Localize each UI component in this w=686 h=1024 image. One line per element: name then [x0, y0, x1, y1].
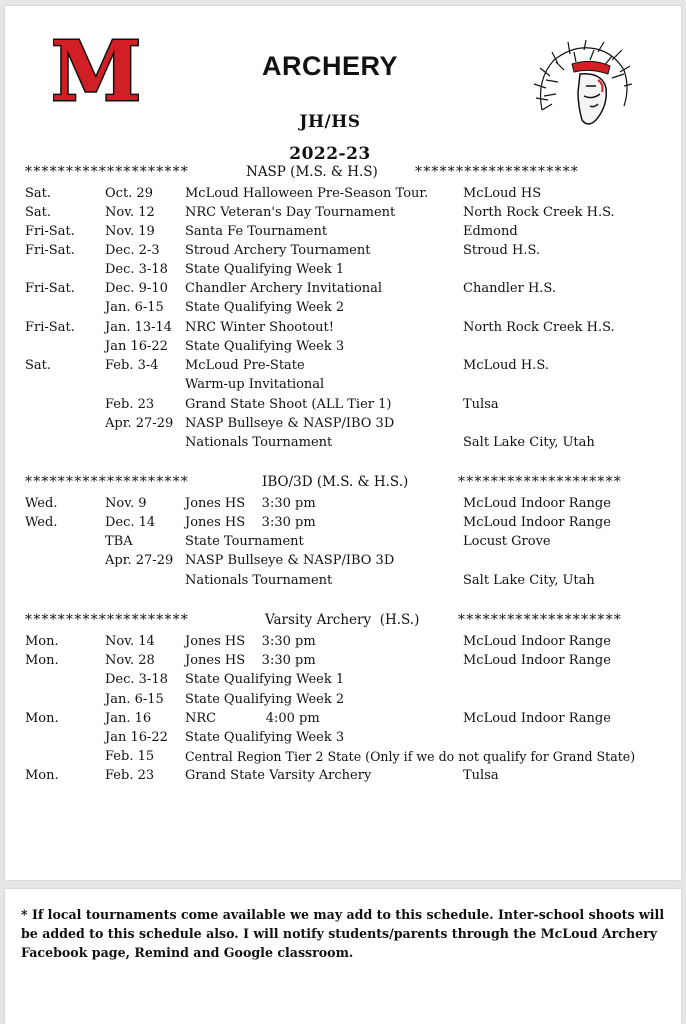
- schedule-row: [25, 186, 665, 205]
- row-date: Nov. 19: [105, 224, 155, 239]
- row-event: Grand State Shoot (ALL Tier 1): [185, 397, 392, 412]
- row-date: Dec. 14: [105, 515, 156, 530]
- row-day: Mon.: [25, 711, 59, 726]
- row-event: State Qualifying Week 1: [185, 672, 345, 687]
- schedule-row: [25, 672, 665, 691]
- row-event: State Qualifying Week 1: [185, 262, 345, 277]
- row-event: NRC Veteran's Day Tournament: [185, 205, 396, 220]
- row-day: Fri-Sat.: [25, 320, 75, 335]
- row-event: NASP Bullseye & NASP/IBO 3D: [185, 553, 395, 568]
- schedule-row: [25, 281, 665, 300]
- row-event: NASP Bullseye & NASP/IBO 3D: [185, 416, 395, 431]
- row-date: Dec. 3-18: [105, 672, 168, 687]
- schedule-row: [25, 768, 665, 787]
- schedule-row: [25, 730, 665, 749]
- schedule-row: [25, 205, 665, 224]
- row-date: Oct. 29: [105, 186, 153, 201]
- stars-left: ********************: [25, 474, 189, 490]
- row-day: Sat.: [25, 186, 52, 201]
- row-event: Nationals Tournament: [185, 573, 333, 588]
- section-header-varsity: [25, 612, 665, 630]
- schedule-row: [25, 653, 665, 672]
- row-date: Apr. 27-29: [105, 416, 174, 431]
- row-event: Warm-up Invitational: [185, 377, 325, 392]
- row-location: McLoud Indoor Range: [463, 653, 611, 668]
- school-level: JH/HS: [299, 112, 361, 132]
- schedule-row: [25, 749, 665, 768]
- row-location: McLoud Indoor Range: [463, 634, 611, 649]
- row-date: Jan 16-22: [105, 339, 168, 354]
- stars-left: ********************: [25, 612, 189, 628]
- schedule-row: [25, 553, 665, 572]
- schedule-row: [25, 339, 665, 358]
- schedule-card: [5, 6, 681, 880]
- row-day: Sat.: [25, 205, 52, 220]
- row-date: Jan 16-22: [105, 730, 168, 745]
- section-title: IBO/3D (M.S. & H.S.): [262, 474, 409, 490]
- row-date: Jan. 13-14: [105, 320, 173, 335]
- row-date: Jan. 16: [105, 711, 152, 726]
- row-day: Fri-Sat.: [25, 243, 75, 258]
- row-event: NRC 4:00 pm: [185, 711, 320, 726]
- row-event: State Qualifying Week 2: [185, 300, 345, 315]
- row-location: Locust Grove: [463, 534, 551, 549]
- schedule-row: [25, 358, 665, 377]
- stars-left: ********************: [25, 164, 189, 180]
- row-event: Santa Fe Tournament: [185, 224, 328, 239]
- row-date: Feb. 23: [105, 768, 155, 783]
- row-location: Tulsa: [463, 397, 499, 412]
- page-title: ARCHERY: [261, 51, 398, 81]
- schedule-row: [25, 377, 665, 396]
- row-event: Jones HS 3:30 pm: [185, 653, 316, 668]
- row-location: Chandler H.S.: [463, 281, 557, 296]
- stars-right: ********************: [458, 474, 622, 490]
- schedule-row: [25, 397, 665, 416]
- row-date: Dec. 9-10: [105, 281, 168, 296]
- row-day: Mon.: [25, 653, 59, 668]
- row-date: Jan. 6-15: [105, 692, 164, 707]
- stars-right: ********************: [415, 164, 579, 180]
- row-date: Feb. 15: [105, 749, 155, 764]
- schedule-row: [25, 224, 665, 243]
- row-day: Mon.: [25, 768, 59, 783]
- row-event: Jones HS 3:30 pm: [185, 496, 316, 511]
- row-day: Wed.: [25, 515, 58, 530]
- row-location: North Rock Creek H.S.: [463, 205, 615, 220]
- row-event: State Qualifying Week 3: [185, 339, 345, 354]
- schedule-row: [25, 320, 665, 339]
- logo-letter: M: [53, 32, 139, 110]
- row-location: McLoud Indoor Range: [463, 496, 611, 511]
- row-location: McLoud Indoor Range: [463, 515, 611, 530]
- row-event: Nationals Tournament: [185, 435, 333, 450]
- row-location: McLoud Indoor Range: [463, 711, 611, 726]
- row-date: Feb. 23: [105, 397, 155, 412]
- row-day: Fri-Sat.: [25, 281, 75, 296]
- row-date: Jan. 6-15: [105, 300, 164, 315]
- row-date: Dec. 2-3: [105, 243, 160, 258]
- row-date: TBA: [105, 534, 133, 549]
- row-event: Central Region Tier 2 State (Only if we do not qualify for Grand State): [185, 749, 636, 764]
- row-date: Nov. 12: [105, 205, 155, 220]
- row-date: Nov. 9: [105, 496, 147, 511]
- schedule-row: [25, 515, 665, 534]
- row-location: Stroud H.S.: [463, 243, 541, 258]
- row-day: Mon.: [25, 634, 59, 649]
- schedule-row: [25, 711, 665, 730]
- row-event: Chandler Archery Invitational: [185, 281, 383, 296]
- schedule-row: [25, 300, 665, 319]
- stars-right: ********************: [458, 612, 622, 628]
- schedule-row: [25, 416, 665, 435]
- schedule-row: [25, 496, 665, 515]
- row-date: Nov. 14: [105, 634, 155, 649]
- row-event: State Qualifying Week 3: [185, 730, 345, 745]
- row-event: McLoud Halloween Pre-Season Tour.: [185, 186, 429, 201]
- schedule-row: [25, 243, 665, 262]
- schedule-row: [25, 262, 665, 281]
- row-location: McLoud H.S.: [463, 358, 549, 373]
- row-location: Tulsa: [463, 768, 499, 783]
- section-title: NASP (M.S. & H.S): [246, 164, 378, 180]
- row-day: Wed.: [25, 496, 58, 511]
- footer-note: * If local tournaments come available we may add to this schedule. Inter-school shoots will be added to this schedule also. I will notify students/parents through the McLoud Archery Facebook page, Remind and Google classroom.: [21, 907, 665, 960]
- row-date: Feb. 3-4: [105, 358, 159, 373]
- row-day: Fri-Sat.: [25, 224, 75, 239]
- row-location: North Rock Creek H.S.: [463, 320, 615, 335]
- row-event: Jones HS 3:30 pm: [185, 634, 316, 649]
- schedule-row: [25, 534, 665, 553]
- section-title: Varsity Archery (H.S.): [265, 612, 420, 628]
- row-location: Salt Lake City, Utah: [463, 435, 595, 450]
- schedule-row: [25, 435, 665, 454]
- note-card: [5, 889, 681, 1024]
- section-header-nasp: [25, 164, 665, 182]
- row-date: Apr. 27-29: [105, 553, 174, 568]
- schedule-row: [25, 634, 665, 653]
- section-header-ibo: [25, 474, 665, 492]
- row-location: Salt Lake City, Utah: [463, 573, 595, 588]
- row-date: Nov. 28: [105, 653, 155, 668]
- row-event: McLoud Pre-State: [185, 358, 305, 373]
- row-event: Stroud Archery Tournament: [185, 243, 371, 258]
- row-event: Grand State Varsity Archery: [185, 768, 372, 783]
- row-day: Sat.: [25, 358, 52, 373]
- row-date: Dec. 3-18: [105, 262, 168, 277]
- row-event: State Qualifying Week 2: [185, 692, 345, 707]
- row-event: State Tournament: [185, 534, 304, 549]
- schedule-row: [25, 573, 665, 592]
- row-event: NRC Winter Shootout!: [185, 320, 334, 335]
- row-location: McLoud HS: [463, 186, 542, 201]
- row-location: Edmond: [463, 224, 518, 239]
- schedule-row: [25, 692, 665, 711]
- row-event: Jones HS 3:30 pm: [185, 515, 316, 530]
- school-year: 2022-23: [289, 144, 371, 164]
